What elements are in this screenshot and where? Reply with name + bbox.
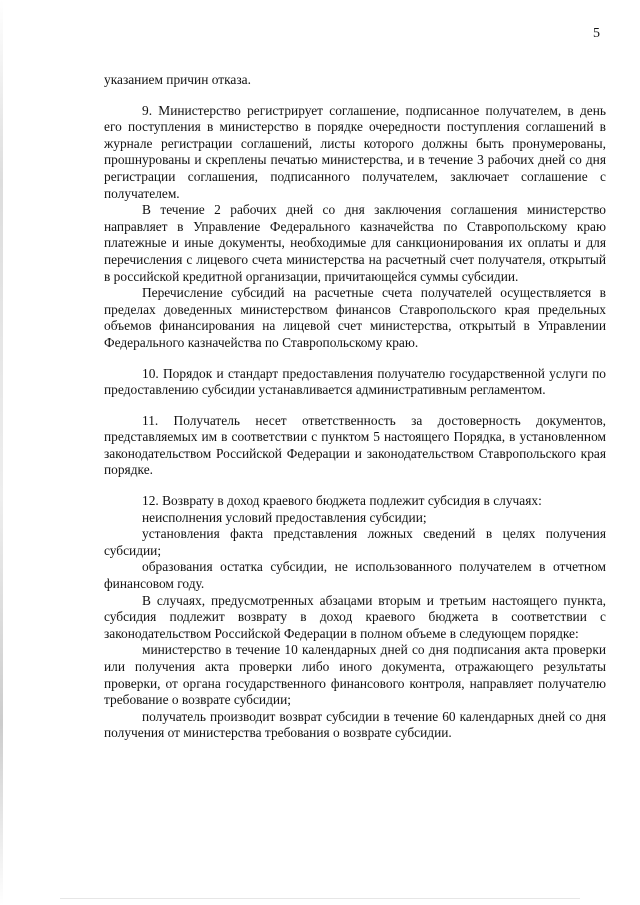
paragraph-transfer-documents: В течение 2 рабочих дней со дня заключения соглашения министерство направляет в Управление Федерального казначейства по Ставропольскому краю платежные и иные документы, необходимые для санкционирования их оплаты и для перечисления с лицевого счета министерства на расчетный счет получателя, открытый в российской кредитной организации, причитающейся суммы субсидии. xyxy=(104,202,606,284)
scan-edge-shadow xyxy=(0,0,3,905)
list-item-ministry-demand: министерство в течение 10 календарных дней со дня подписания акта проверки или получения акта проверки либо иного документа, отражающего результаты проверки, от органа государственного финансового контроля, направляет получателю требование о возврате субсидии; xyxy=(104,642,606,708)
paragraph-item-9: 9. Министерство регистрирует соглашение, подписанное получателем, в день его поступления в министерство в порядке очередности поступления соглашений в журнале регистрации соглашений, листы которого должны быть пронумерованы, прошнурованы и скреплены печатью министерства, и в течение 3 рабочих дней со дня регистрации соглашения, подписанного получателем, заключает соглашение с получателем. xyxy=(104,102,606,201)
list-item-nonfulfillment: неисполнения условий предоставления субсидии; xyxy=(142,509,427,525)
list-item-remainder: образования остатка субсидии, не использованного получателем в отчетном финансовом году. xyxy=(104,559,606,592)
list-item-false-info: установления факта представления ложных сведений в целях получения субсидии; xyxy=(104,526,606,558)
paragraph-item-10: 10. Порядок и стандарт предоставления получателю государственной услуги по предоставлению субсидии устанавливается административным регламентом. xyxy=(104,365,606,398)
paragraph-item-12: 12. Возврату в доход краевого бюджета подлежит субсидия в случаях: xyxy=(142,493,542,509)
paragraph-return-order: В случаях, предусмотренных абзацами вторым и третьим настоящего пункта, субсидия подлежит возврату в доход краевого бюджета в соответствии с законодательством Российской Федерации в полном объеме в следующем порядке: xyxy=(104,592,606,641)
paragraph-continuation: указанием причин отказа. xyxy=(104,72,251,87)
paragraph-subsidy-transfer: Перечисление субсидий на расчетные счета получателей осуществляется в пределах доведенных министерством финансов Ставропольского края предельных объемов финансирования на лицевой счет министерства, открытый в Управлении Федерального казначейства по Ставропольскому краю. xyxy=(104,285,606,350)
page-number: 5 xyxy=(593,26,600,41)
paragraph-item-11: 11. Получатель несет ответственность за достоверность документов, представляемых им в соответствии с пунктом 5 настоящего Порядка, в установленном законодательством Российской Федерации и законодательством Ставропольского края порядке. xyxy=(104,412,606,478)
list-item-recipient-return: получатель производит возврат субсидии в течение 60 календарных дней со дня получения от министерства требования о возврате субсидии. xyxy=(104,708,606,741)
document-body xyxy=(104,72,606,742)
scan-bottom-line xyxy=(60,898,580,899)
